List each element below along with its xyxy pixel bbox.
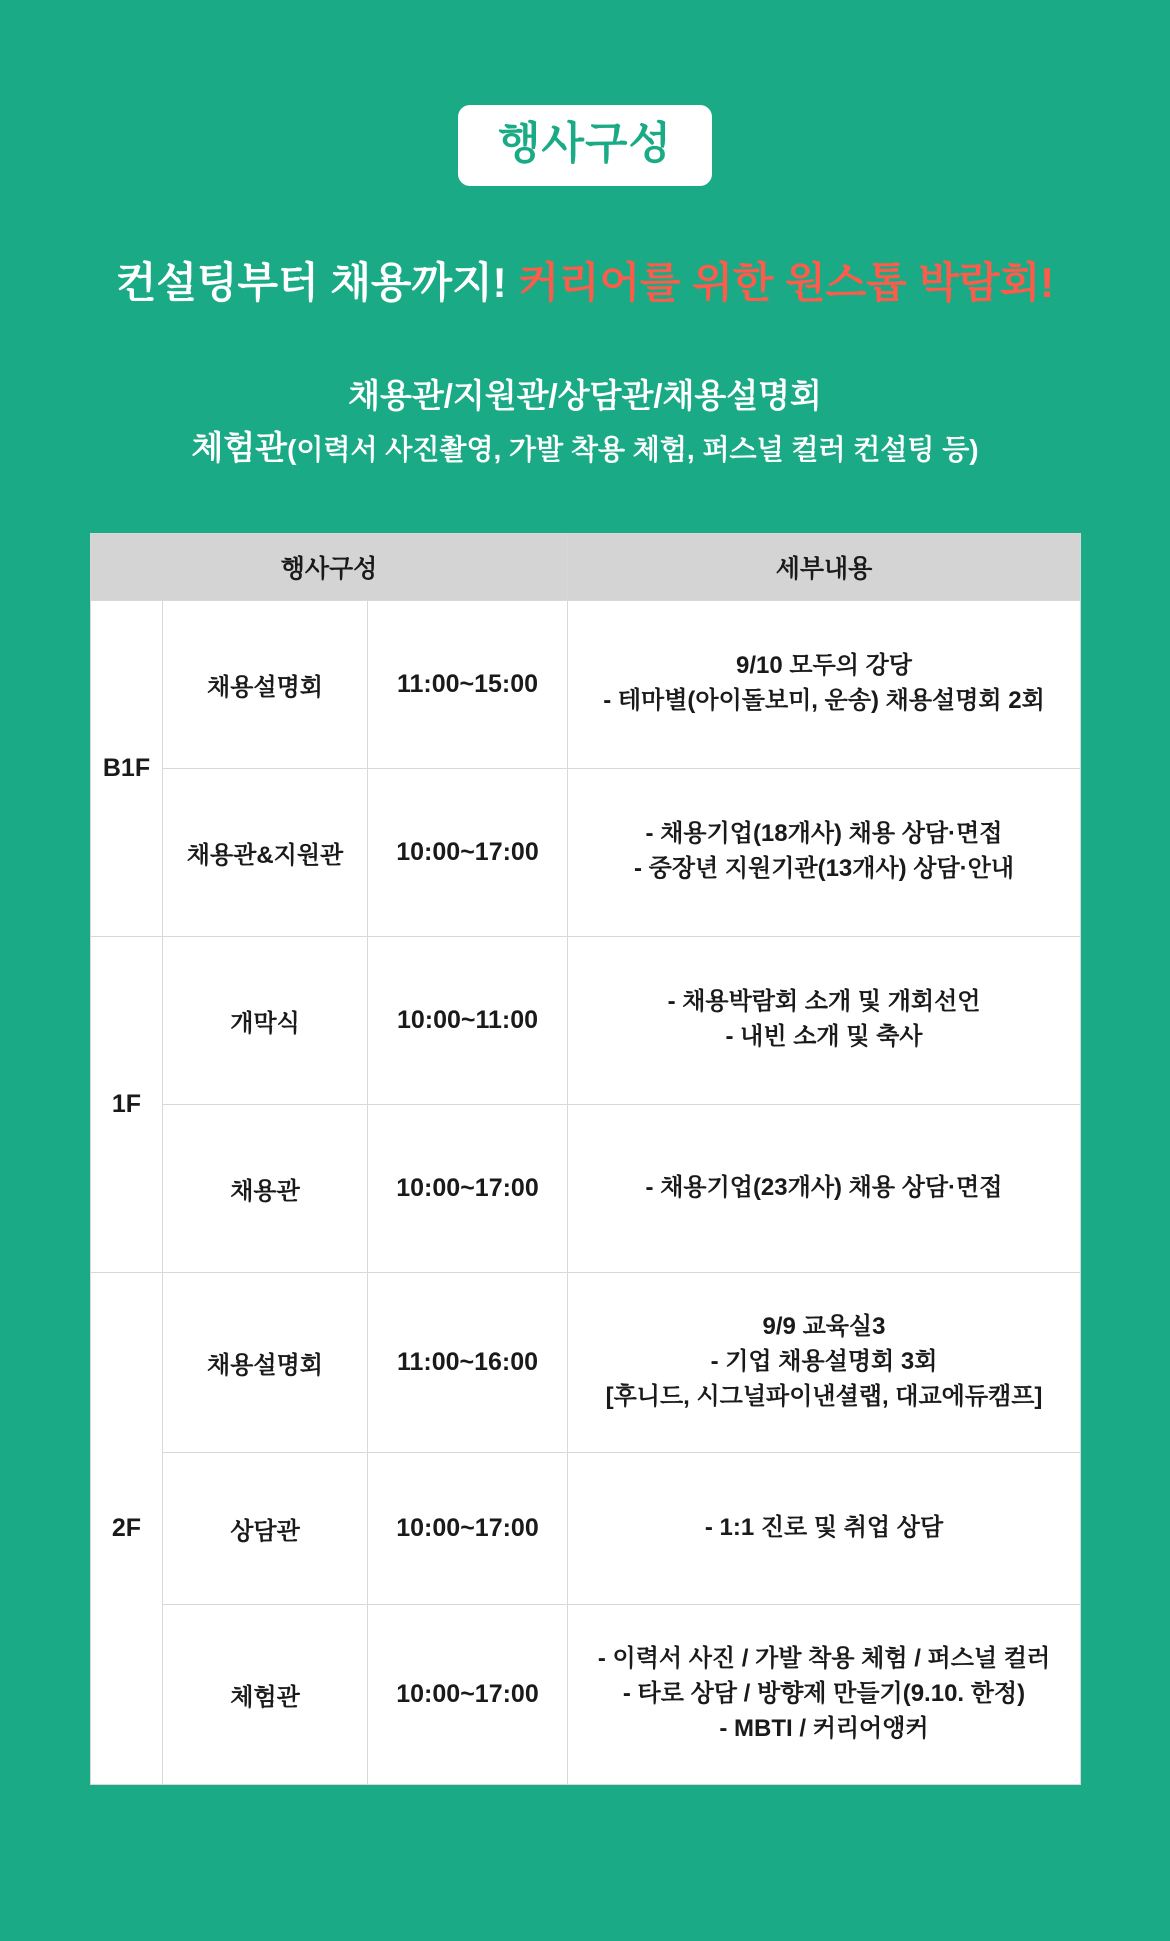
schedule-table-container bbox=[90, 533, 1080, 1785]
program-name-cell: 상담관 bbox=[163, 1452, 368, 1604]
program-time-cell: 10:00~17:00 bbox=[368, 1452, 568, 1604]
detail-line: - 내빈 소개 및 축사 bbox=[725, 1023, 923, 1051]
headline bbox=[0, 258, 1170, 308]
detail-line: - 타로 상담 / 방향제 만들기(9.10. 한정) bbox=[622, 1679, 1026, 1707]
program-detail-cell bbox=[568, 1104, 1081, 1272]
detail-line: - 기업 채용설명회 3회 bbox=[710, 1347, 938, 1375]
detail-line: - 중장년 지원기관(13개사) 상담·안내 bbox=[633, 855, 1015, 883]
detail-line: 9/9 교육실3 bbox=[762, 1312, 886, 1340]
floor-cell-1f: 1F bbox=[91, 936, 163, 1272]
program-name-cell: 개막식 bbox=[163, 936, 368, 1104]
headline-part-one: 컨설팅부터 채용까지! bbox=[115, 259, 507, 306]
detail-line: - 채용기업(23개사) 채용 상담·면접 bbox=[645, 1173, 1003, 1201]
table-header-row bbox=[91, 533, 1081, 600]
table-row bbox=[91, 1272, 1081, 1452]
subtitle-line-one: 채용관/지원관/상담관/채용설명회 bbox=[348, 377, 822, 415]
table-row bbox=[91, 936, 1081, 1104]
program-detail-cell bbox=[568, 600, 1081, 768]
program-time-cell: 10:00~17:00 bbox=[368, 1604, 568, 1784]
program-detail-cell bbox=[568, 1272, 1081, 1452]
floor-cell-2f: 2F bbox=[91, 1272, 163, 1784]
section-badge: 행사구성 bbox=[458, 105, 712, 186]
schedule-table bbox=[90, 533, 1081, 1785]
program-detail-cell bbox=[568, 1604, 1081, 1784]
detail-line: 9/10 모두의 강당 bbox=[736, 652, 912, 680]
detail-line: [후니드, 시그널파이낸셜랩, 대교에듀캠프] bbox=[605, 1382, 1043, 1410]
table-body bbox=[91, 600, 1081, 1784]
program-name-cell: 채용설명회 bbox=[163, 1272, 368, 1452]
detail-line: - 채용박람회 소개 및 개회선언 bbox=[667, 988, 981, 1016]
table-row bbox=[91, 600, 1081, 768]
table-head bbox=[91, 533, 1081, 600]
program-time-cell: 10:00~17:00 bbox=[368, 1104, 568, 1272]
subtitle-line-two-sub: (이력서 사진촬영, 가발 착용 체험, 퍼스널 컬러 컨설팅 등) bbox=[287, 433, 979, 465]
detail-line: - MBTI / 커리어앵커 bbox=[719, 1714, 929, 1742]
floor-cell-b1f: B1F bbox=[91, 600, 163, 936]
subtitle-line-two bbox=[0, 422, 1170, 473]
detail-line: - 테마별(아이돌보미, 운송) 채용설명회 2회 bbox=[603, 687, 1045, 715]
table-row bbox=[91, 1604, 1081, 1784]
detail-line: - 이력서 사진 / 가발 착용 체험 / 퍼스널 컬러 bbox=[597, 1644, 1051, 1672]
program-name-cell: 채용설명회 bbox=[163, 600, 368, 768]
headline-part-two: 커리어를 위한 원스톱 박람회! bbox=[518, 259, 1055, 306]
subtitle-line-two-main: 체험관 bbox=[191, 428, 288, 466]
program-time-cell: 10:00~17:00 bbox=[368, 768, 568, 936]
program-time-cell: 10:00~11:00 bbox=[368, 936, 568, 1104]
program-name-cell: 채용관&지원관 bbox=[163, 768, 368, 936]
program-detail-cell bbox=[568, 936, 1081, 1104]
program-name-cell: 체험관 bbox=[163, 1604, 368, 1784]
table-row bbox=[91, 768, 1081, 936]
program-detail-cell bbox=[568, 1452, 1081, 1604]
detail-line: - 채용기업(18개사) 채용 상담·면접 bbox=[645, 820, 1003, 848]
table-row bbox=[91, 1452, 1081, 1604]
badge-container bbox=[0, 0, 1170, 186]
program-time-cell: 11:00~15:00 bbox=[368, 600, 568, 768]
program-name-cell: 채용관 bbox=[163, 1104, 368, 1272]
program-time-cell: 11:00~16:00 bbox=[368, 1272, 568, 1452]
subtitle bbox=[0, 370, 1170, 472]
detail-line: - 1:1 진로 및 취업 상담 bbox=[704, 1513, 944, 1541]
column-header-detail: 세부내용 bbox=[568, 533, 1081, 600]
program-detail-cell bbox=[568, 768, 1081, 936]
table-row bbox=[91, 1104, 1081, 1272]
column-header-program: 행사구성 bbox=[91, 533, 568, 600]
